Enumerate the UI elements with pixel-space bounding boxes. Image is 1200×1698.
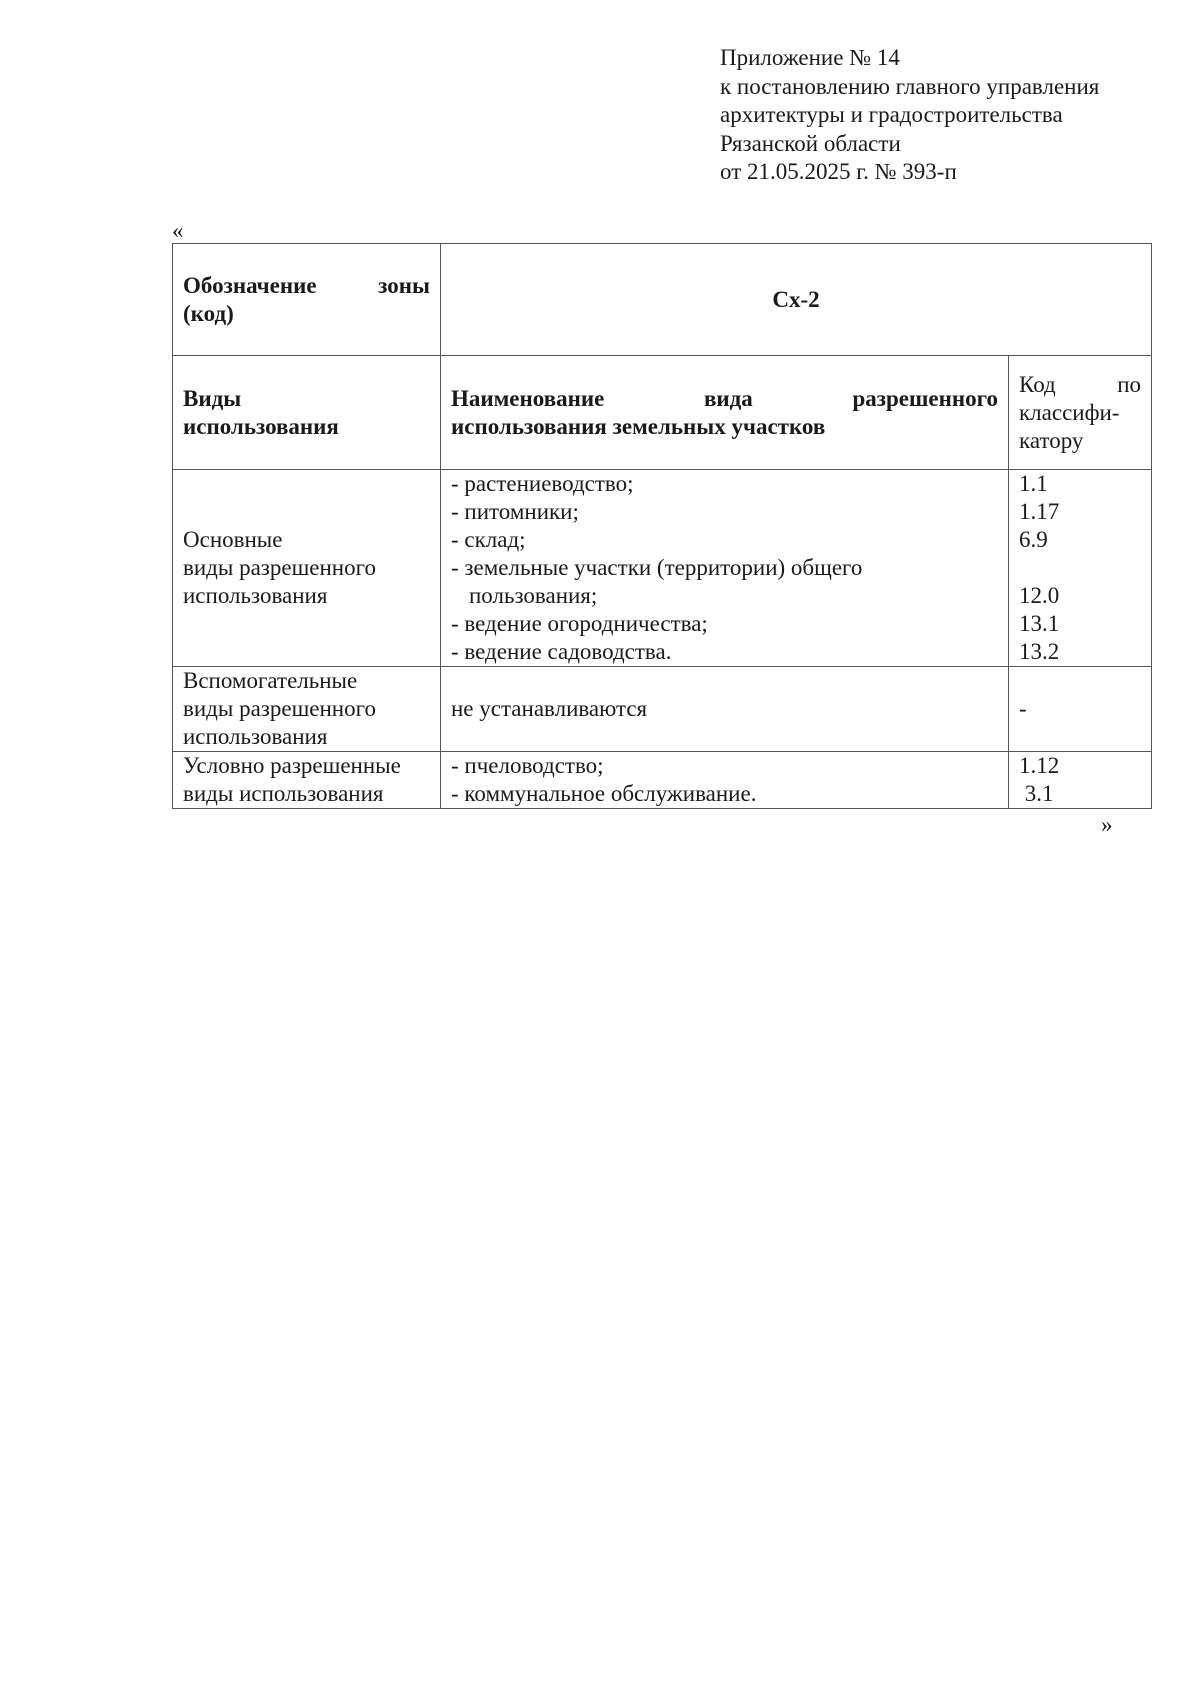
zone-table: [172, 243, 1152, 809]
closing-quote: »: [1101, 812, 1113, 837]
zone-code-cell: Сх-2: [441, 244, 1152, 356]
opening-quote: «: [172, 218, 184, 243]
zone-label-line: Обозначение зоны: [183, 272, 430, 298]
header-line: от 21.05.2025 г. № 393-п: [720, 159, 957, 184]
list-item: - питомники;: [451, 499, 579, 524]
code-value: 1.17: [1019, 499, 1060, 524]
list-item: - земельные участки (территории) общего: [451, 555, 863, 580]
col-header-classifier-code: [1009, 356, 1152, 470]
table-row: [173, 667, 1152, 752]
category-text: виды разрешенного: [183, 555, 376, 580]
code-value: 13.1: [1019, 611, 1060, 636]
col-header-usage-name: [441, 356, 1009, 470]
table-row: [173, 752, 1152, 809]
category-text: использования: [183, 724, 328, 749]
header-text: использования земельных участков: [451, 413, 826, 439]
category-text: использования: [183, 583, 328, 608]
list-item: - ведение огородничества;: [451, 611, 708, 636]
zone-label-cell: [173, 244, 441, 356]
list-item: не устанавливаются: [451, 696, 648, 721]
code-cell: [1009, 470, 1152, 667]
code-value: 1.12: [1019, 753, 1060, 778]
header-text: Наименование вида разрешенного: [451, 385, 998, 411]
list-item: - склад;: [451, 527, 526, 552]
list-item: - коммунальное обслуживание.: [451, 781, 757, 806]
header-text: использования: [183, 413, 339, 439]
category-text: Вспомогательные: [183, 668, 358, 693]
header-line: Рязанской области: [720, 130, 901, 156]
code-value: 6.9: [1019, 527, 1048, 552]
appendix-header: [720, 44, 1099, 187]
header-line: к постановлению главного управления: [720, 73, 1100, 99]
header-text: катору: [1019, 427, 1084, 453]
category-text: виды разрешенного: [183, 696, 376, 721]
category-text: Условно разрешенные: [183, 753, 401, 778]
usage-list-cell: [441, 667, 1009, 752]
header-line: Приложение № 14: [720, 45, 900, 70]
zone-code-row: [173, 244, 1152, 356]
header-line: архитектуры и градостроительства: [720, 102, 1063, 127]
list-item: - пчеловодство;: [451, 753, 604, 778]
usage-list-cell: [441, 752, 1009, 809]
code-value: 13.2: [1019, 639, 1060, 664]
header-text: классифи-: [1019, 399, 1120, 425]
usage-list-cell: [441, 470, 1009, 667]
zone-label-line: (код): [183, 300, 234, 326]
header-text: Код по: [1019, 371, 1141, 397]
code-value: 3.1: [1019, 781, 1054, 806]
code-value: 12.0: [1019, 583, 1060, 608]
code-value: -: [1019, 696, 1027, 721]
code-cell: [1009, 752, 1152, 809]
category-text: Основные: [183, 527, 283, 552]
code-value: 1.1: [1019, 471, 1048, 496]
code-cell: [1009, 667, 1152, 752]
category-text: виды использования: [183, 781, 384, 806]
list-item: пользования;: [469, 583, 598, 608]
list-item: - ведение садоводства.: [451, 639, 672, 664]
category-cell: [173, 470, 441, 667]
code-value: [1019, 554, 1141, 582]
col-header-usage-types: [173, 356, 441, 470]
list-item: - растениеводство;: [451, 471, 634, 496]
category-cell: [173, 667, 441, 752]
table-row: [173, 470, 1152, 667]
column-header-row: [173, 356, 1152, 470]
category-cell: [173, 752, 441, 809]
header-text: Виды: [183, 385, 242, 411]
